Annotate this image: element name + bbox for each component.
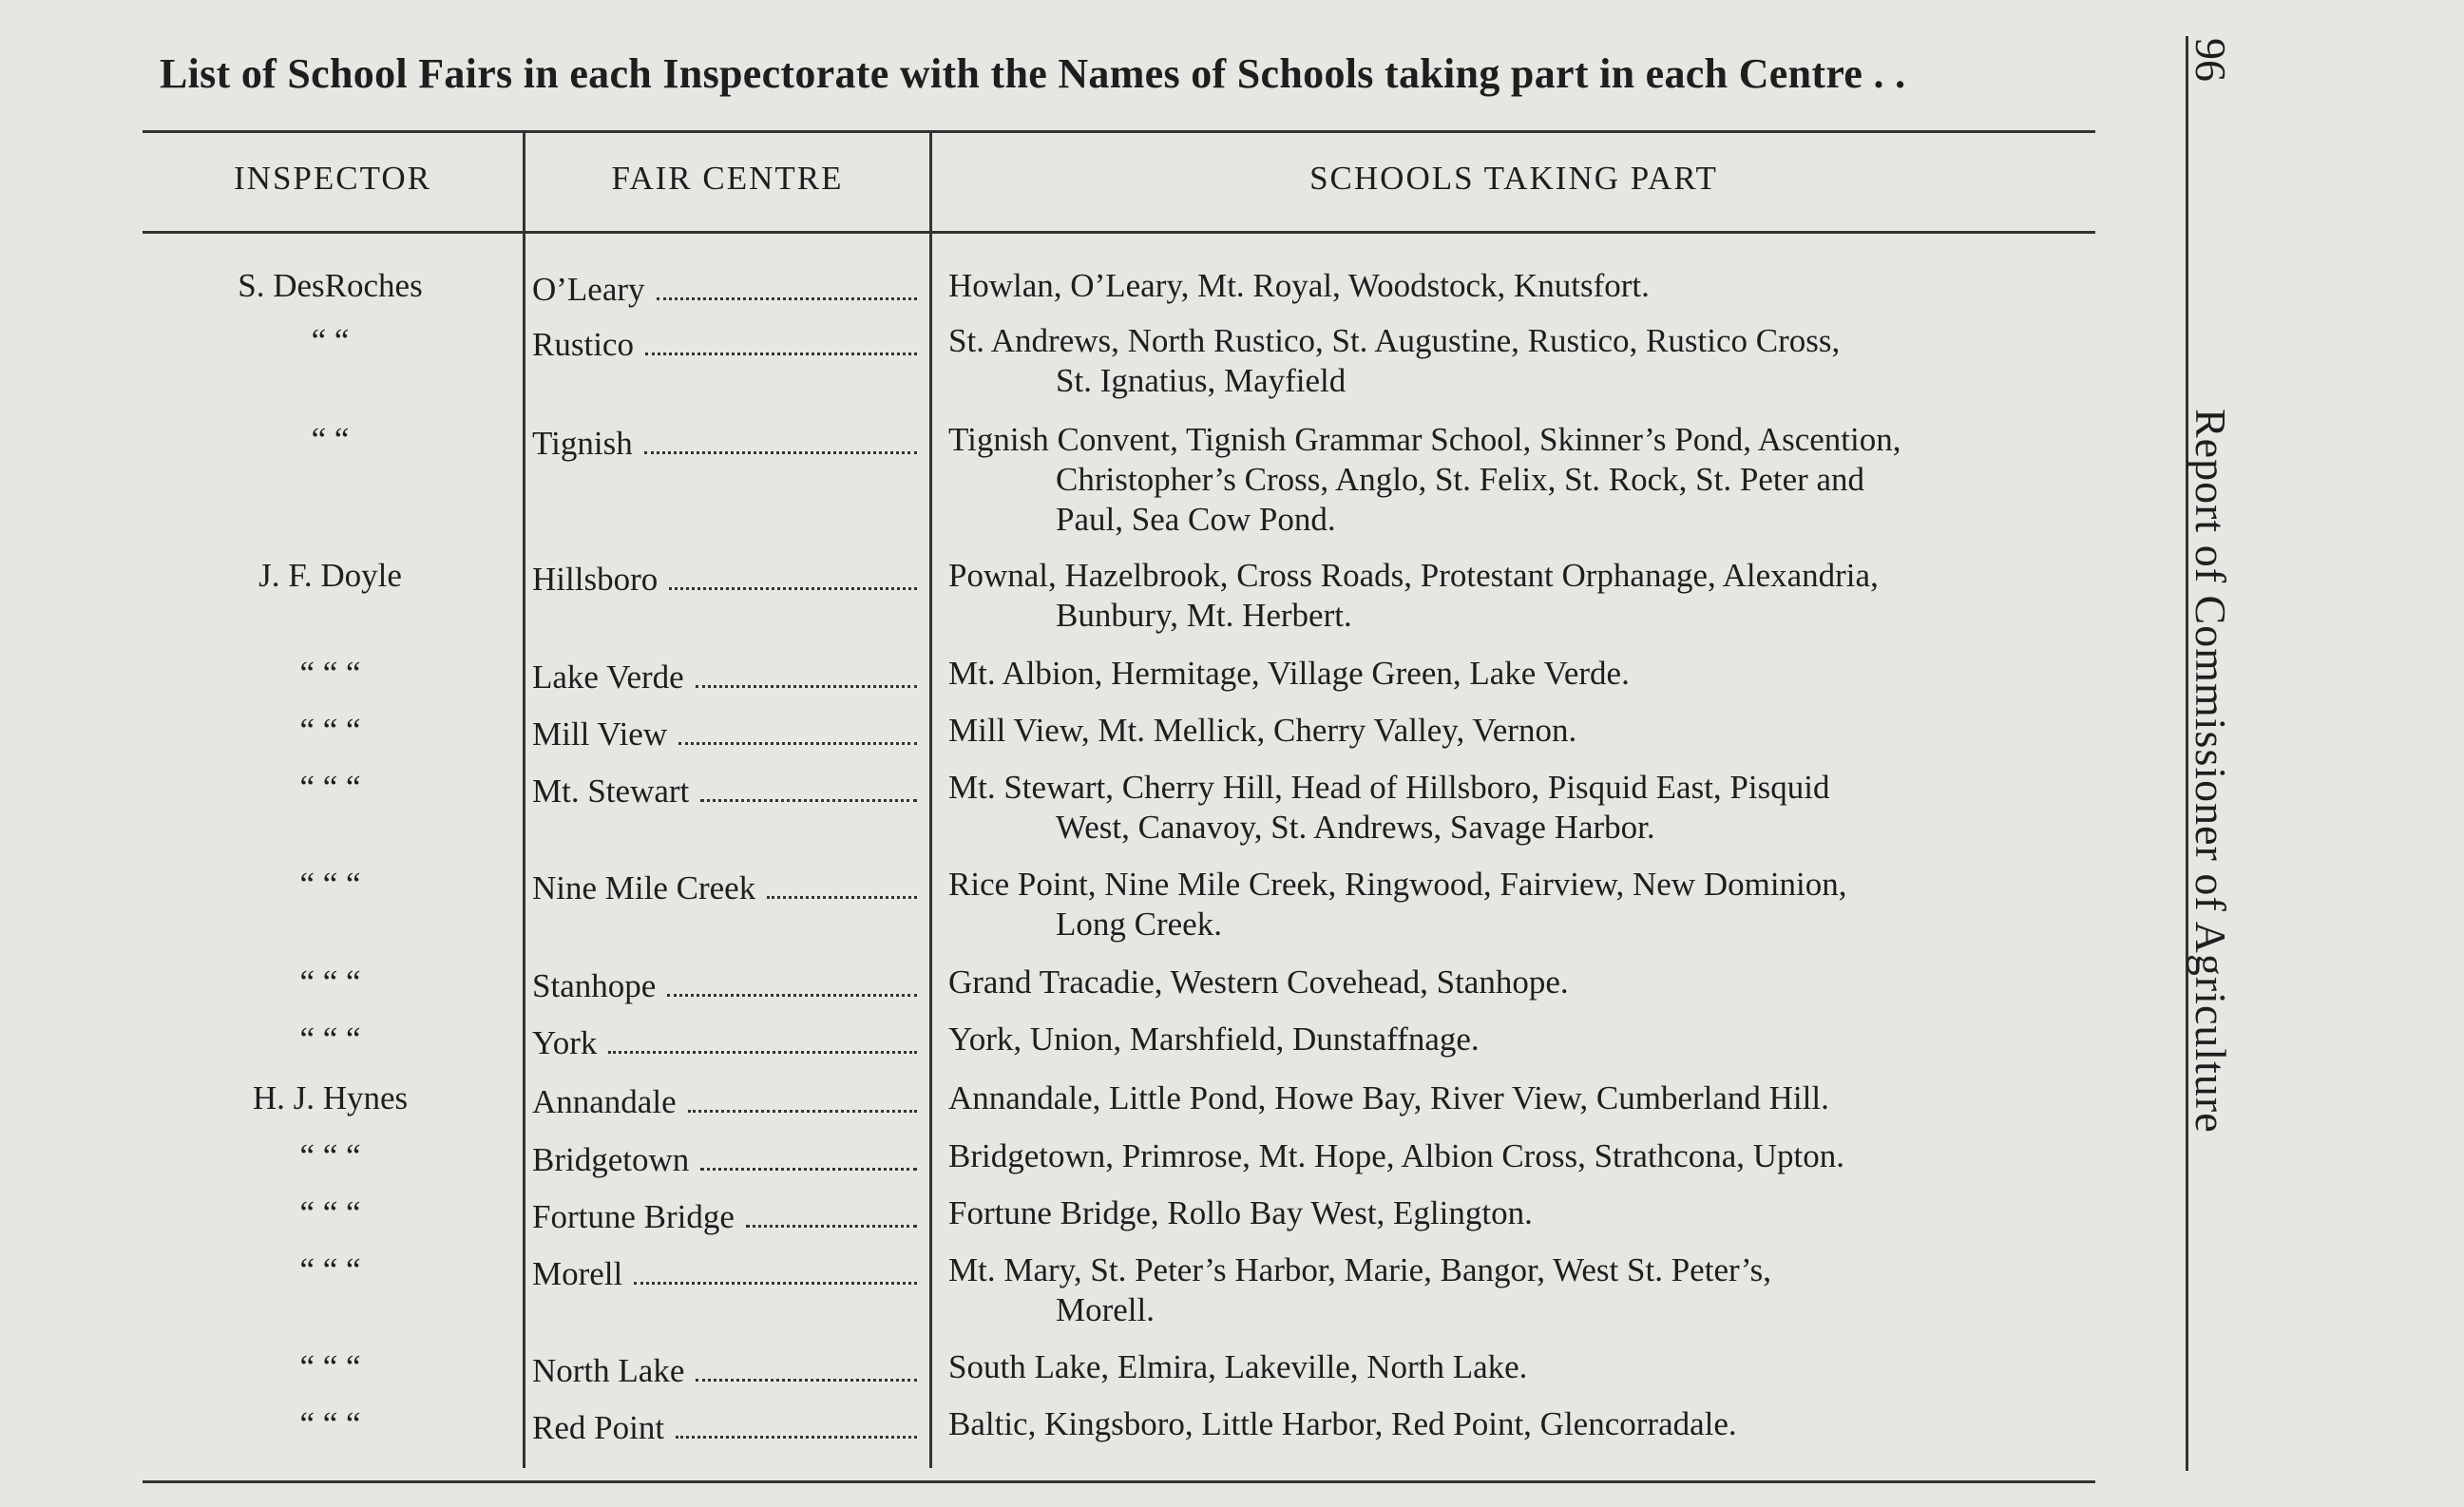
inspector-cell: “ “ “ (299, 769, 361, 806)
schools-cell (948, 556, 2093, 636)
schools-cell (948, 1193, 2093, 1233)
fair-centre-name: O’Leary (532, 271, 645, 308)
dot-leader (645, 352, 917, 355)
fair-centre-cell (532, 1082, 917, 1122)
schools-line: Morell. (1056, 1291, 1156, 1328)
dot-leader (657, 296, 917, 300)
column-divider-inspector (523, 133, 525, 1468)
dot-leader (767, 895, 917, 899)
dot-leader (667, 993, 917, 997)
fair-centre-name: Fortune Bridge (532, 1198, 735, 1235)
schools-line: Tignish Convent, Tignish Grammar School, Skinner’s Pond, Ascention, (948, 421, 1901, 458)
fair-centre-cell (532, 772, 917, 811)
schools-cell (948, 711, 2093, 751)
schools-line: Pownal, Hazelbrook, Cross Roads, Protestant Orphanage, Alexandria, (948, 557, 1879, 594)
header-schools: SCHOOLS TAKING PART (1309, 160, 1718, 197)
dot-leader (700, 798, 917, 802)
schools-cell (948, 768, 2093, 848)
inspector-cell: “ “ (311, 322, 350, 359)
fair-centre-name: Lake Verde (532, 658, 684, 696)
running-header (2186, 38, 2243, 1463)
fair-centre-cell (532, 325, 917, 365)
fair-centre-cell (532, 1408, 917, 1448)
fair-centre-name: York (532, 1024, 598, 1061)
schools-cell (948, 654, 2093, 694)
dot-leader (688, 1109, 917, 1113)
running-title: Report of Commissioner of Agriculture (2187, 409, 2235, 1134)
schools-line: Bridgetown, Primrose, Mt. Hope, Albion Cross, Strathcona, Upton. (948, 1137, 1845, 1174)
inspector-cell: “ “ “ (299, 712, 361, 749)
schools-cell (948, 266, 2093, 306)
schools-cell (948, 1404, 2093, 1444)
fair-centre-name: Rustico (532, 326, 634, 363)
schools-cell (948, 321, 2093, 401)
fair-centre-name: Nine Mile Creek (532, 869, 756, 906)
schools-line: Howlan, O’Leary, Mt. Royal, Woodstock, Knutsfort. (948, 267, 1650, 304)
rule-header-bottom (143, 231, 2095, 234)
fair-centre-cell (532, 868, 917, 908)
fair-centre-cell (532, 270, 917, 310)
schools-line: Grand Tracadie, Western Covehead, Stanhope. (948, 963, 1569, 1001)
schools-line: Paul, Sea Cow Pond. (1056, 501, 1336, 538)
inspector-cell: S. DesRoches (238, 267, 423, 304)
inspector-cell: “ “ (311, 421, 350, 458)
schools-line: Bunbury, Mt. Herbert. (1056, 597, 1352, 634)
schools-cell (948, 865, 2093, 944)
fair-centre-cell (532, 1023, 917, 1063)
schools-line: St. Andrews, North Rustico, St. Augustine, Rustico, Rustico Cross, (948, 322, 1841, 359)
inspector-cell: H. J. Hynes (252, 1079, 409, 1116)
rule-bottom (143, 1480, 2095, 1483)
dot-leader (678, 741, 917, 745)
dot-leader (696, 1378, 917, 1382)
dot-leader (644, 450, 917, 454)
fair-centre-name: Tignish (532, 425, 633, 462)
fair-centre-name: Bridgetown (532, 1141, 690, 1178)
rule-top (143, 130, 2095, 133)
schools-line: Mill View, Mt. Mellick, Cherry Valley, Vernon. (948, 712, 1577, 749)
fair-centre-cell (532, 1140, 917, 1180)
fair-centre-name: Red Point (532, 1409, 665, 1446)
fair-centre-cell (532, 560, 917, 600)
fair-centre-cell (532, 1197, 917, 1237)
fair-centre-name: Annandale (532, 1083, 677, 1120)
schools-cell (948, 963, 2093, 1002)
fair-centre-name: Morell (532, 1255, 623, 1292)
schools-cell (948, 1250, 2093, 1330)
schools-line: South Lake, Elmira, Lakeville, North Lake. (948, 1348, 1528, 1385)
schools-line: Long Creek. (1056, 906, 1222, 943)
schools-line: St. Ignatius, Mayfield (1056, 362, 1347, 399)
dot-leader (634, 1281, 917, 1285)
dot-leader (746, 1224, 917, 1228)
fair-centre-cell (532, 1351, 917, 1391)
column-divider-centre (929, 133, 932, 1468)
schools-line: West, Canavoy, St. Andrews, Savage Harbor. (1056, 809, 1655, 846)
schools-line: Mt. Stewart, Cherry Hill, Head of Hillsboro, Pisquid East, Pisquid (948, 769, 1830, 806)
inspector-cell: “ “ “ (299, 866, 361, 903)
schools-line: Annandale, Little Pond, Howe Bay, River View, Cumberland Hill. (948, 1079, 1829, 1116)
schools-cell (948, 1020, 2093, 1059)
fair-centre-cell (532, 966, 917, 1006)
schools-cell (948, 1136, 2093, 1176)
fair-centre-name: Mt. Stewart (532, 773, 690, 810)
inspector-cell: “ “ “ (299, 1348, 361, 1385)
inspector-cell: “ “ “ (299, 963, 361, 1001)
schools-cell (948, 1078, 2093, 1118)
inspector-cell: “ “ “ (299, 1021, 361, 1058)
header-fair-centre: FAIR CENTRE (611, 160, 844, 197)
dot-leader (676, 1435, 917, 1439)
page-title: List of School Fairs in each Inspectorate with the Names of Schools taking part in each Centre . . (160, 50, 1906, 97)
fair-centre-cell (532, 424, 917, 464)
inspector-cell: “ “ “ (299, 1194, 361, 1231)
dot-leader (696, 684, 917, 688)
inspector-cell: “ “ “ (299, 655, 361, 692)
schools-line: Christopher’s Cross, Anglo, St. Felix, St. Rock, St. Peter and (1056, 461, 1865, 498)
schools-line: York, Union, Marshfield, Dunstaffnage. (948, 1021, 1480, 1058)
inspector-cell: “ “ “ (299, 1137, 361, 1174)
schools-line: Rice Point, Nine Mile Creek, Ringwood, Fairview, New Dominion, (948, 866, 1847, 903)
fair-centre-name: Mill View (532, 715, 668, 753)
header-inspector: INSPECTOR (234, 160, 431, 197)
fair-centre-cell (532, 715, 917, 754)
schools-line: Mt. Albion, Hermitage, Village Green, Lake Verde. (948, 655, 1630, 692)
schools-line: Fortune Bridge, Rollo Bay West, Eglington. (948, 1194, 1533, 1231)
dot-leader (608, 1050, 917, 1054)
fair-centre-cell (532, 1254, 917, 1294)
fair-centre-name: Stanhope (532, 967, 657, 1004)
schools-line: Baltic, Kingsboro, Little Harbor, Red Point, Glencorradale. (948, 1405, 1737, 1442)
fair-centre-name: Hillsboro (532, 561, 659, 598)
schools-cell (948, 1347, 2093, 1387)
fair-centre-name: North Lake (532, 1352, 685, 1389)
inspector-cell: “ “ “ (299, 1251, 361, 1288)
dot-leader (700, 1167, 917, 1171)
schools-line: Mt. Mary, St. Peter’s Harbor, Marie, Bangor, West St. Peter’s, (948, 1251, 1772, 1288)
inspector-cell: J. F. Doyle (258, 557, 402, 594)
dot-leader (669, 586, 917, 590)
fair-centre-cell (532, 658, 917, 697)
inspector-cell: “ “ “ (299, 1405, 361, 1442)
schools-cell (948, 420, 2093, 540)
page-number: 96 (2187, 38, 2235, 82)
